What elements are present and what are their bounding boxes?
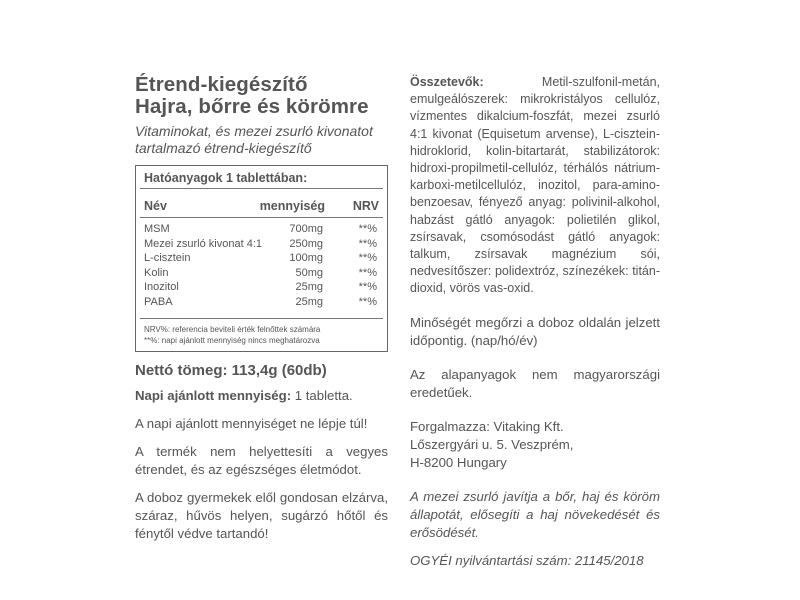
table-row xyxy=(144,237,379,252)
row-nrv: **% xyxy=(358,237,377,250)
table-heading: Hatóanyagok 1 tablettában: xyxy=(140,166,383,189)
row-nrv: **% xyxy=(358,223,377,235)
row-qty: 25mg xyxy=(295,295,323,308)
table-row xyxy=(144,280,379,295)
row-nrv: **% xyxy=(358,252,377,264)
health-claim: A mezei zsurló javítja a bőr, haj és köröm állapotát, elősegíti a haj növekedését és erősödését. xyxy=(410,488,660,540)
product-title-line2: Hajra, bőrre és körömre xyxy=(135,95,369,118)
table-body xyxy=(136,218,387,312)
table-header-row xyxy=(140,189,383,218)
nutrition-table xyxy=(135,165,388,352)
daily-dose-label: Napi ajánlott mennyiség: xyxy=(135,388,292,403)
row-qty: 25mg xyxy=(295,281,323,293)
ingredients-text: Metil-szulfonil-metán, emulgeálószerek: mikrokristályos cellulóz, vízmentes dikalcium-foszfát, mezei zsurló 4:1 kivonat (Equisetum arvense), L-cisztein-hidroklorid, kolin-bitartarát, stabilizátorok: hidroxi-propilmetil-cellulóz, térhálós nátrium-karboxi-metilcellulóz, inozitol, para-amino-benzoesav, fényező anyag: polivinil-alkohol, habzást gátló anyagok: polietilén glikol, zsírsavak, csomósodást gátló anyagok: talkum, zsírsavak magnézium sói, nedvesítőszer: polidextróz, színezékek: titán-dioxid, vörös vas-oxid. xyxy=(410,75,660,296)
row-name: MSM xyxy=(144,223,170,235)
distributor-postcode: H-8200 Hungary xyxy=(410,454,507,470)
ingredients xyxy=(410,74,660,298)
table-row xyxy=(144,295,379,310)
col-quantity: mennyiség xyxy=(259,199,325,213)
right-column xyxy=(410,74,660,570)
row-name: Mezei zsurló kivonat 4:1 xyxy=(144,237,262,250)
row-qty: 50mg xyxy=(295,266,323,279)
table-row xyxy=(144,266,379,281)
row-name: L-cisztein xyxy=(144,252,191,264)
row-nrv: **% xyxy=(358,266,377,279)
table-row xyxy=(144,251,379,266)
product-subtitle: Vitaminokat, és mezei zsurló kivonatot tartalmazó étrend-kiegészítő xyxy=(135,123,373,156)
row-qty: 700mg xyxy=(289,223,323,235)
origin-note: Az alapanyagok nem magyarországi eredetűek. xyxy=(410,366,660,400)
col-nrv: NRV xyxy=(352,199,379,213)
warning-diet: A termék nem helyettesíti a vegyes étrendet, és az egészséges életmódot. xyxy=(135,444,388,477)
distributor-address: Lőszergyári u. 5. Veszprém, xyxy=(410,436,574,452)
col-name: Név xyxy=(144,199,167,213)
daily-dose xyxy=(135,387,388,405)
product-title-line1: Étrend-kiegészítő xyxy=(135,73,308,96)
distributor xyxy=(410,418,660,472)
row-name: Inozitol xyxy=(144,281,179,293)
table-row xyxy=(144,222,379,237)
warning-storage: A doboz gyermekek elől gondosan elzárva, száraz, hűvös helyen, sugárzó hőtől és fénytől védve tartandó! xyxy=(135,490,388,541)
warning-dose: A napi ajánlott mennyiséget ne lépje túl! xyxy=(135,416,368,431)
footnote-not-defined: **%: napi ajánlott mennyiség nincs meghatározva xyxy=(144,336,320,345)
ingredients-label: Összetevők: xyxy=(410,75,484,89)
table-footnotes xyxy=(140,318,383,351)
row-nrv: **% xyxy=(358,295,377,308)
row-name: Kolin xyxy=(144,266,169,279)
row-name: PABA xyxy=(144,295,173,308)
row-qty: 250mg xyxy=(289,237,323,250)
distributor-name: Forgalmazza: Vitaking Kft. xyxy=(410,418,564,434)
daily-dose-value: 1 tabletta. xyxy=(294,388,353,403)
left-column xyxy=(135,74,388,543)
best-before: Minőségét megőrzi a doboz oldalán jelzett időpontig. (nap/hó/év) xyxy=(410,314,660,348)
row-nrv: **% xyxy=(358,281,377,293)
footnote-nrv: NRV%: referencia beviteli érték felnőttek számára xyxy=(144,325,321,334)
registration-number: OGYÉI nyilvántartási szám: 21145/2018 xyxy=(410,552,644,568)
row-qty: 100mg xyxy=(289,252,323,264)
net-weight: Nettó tömeg: 113,4g (60db) xyxy=(135,362,327,379)
